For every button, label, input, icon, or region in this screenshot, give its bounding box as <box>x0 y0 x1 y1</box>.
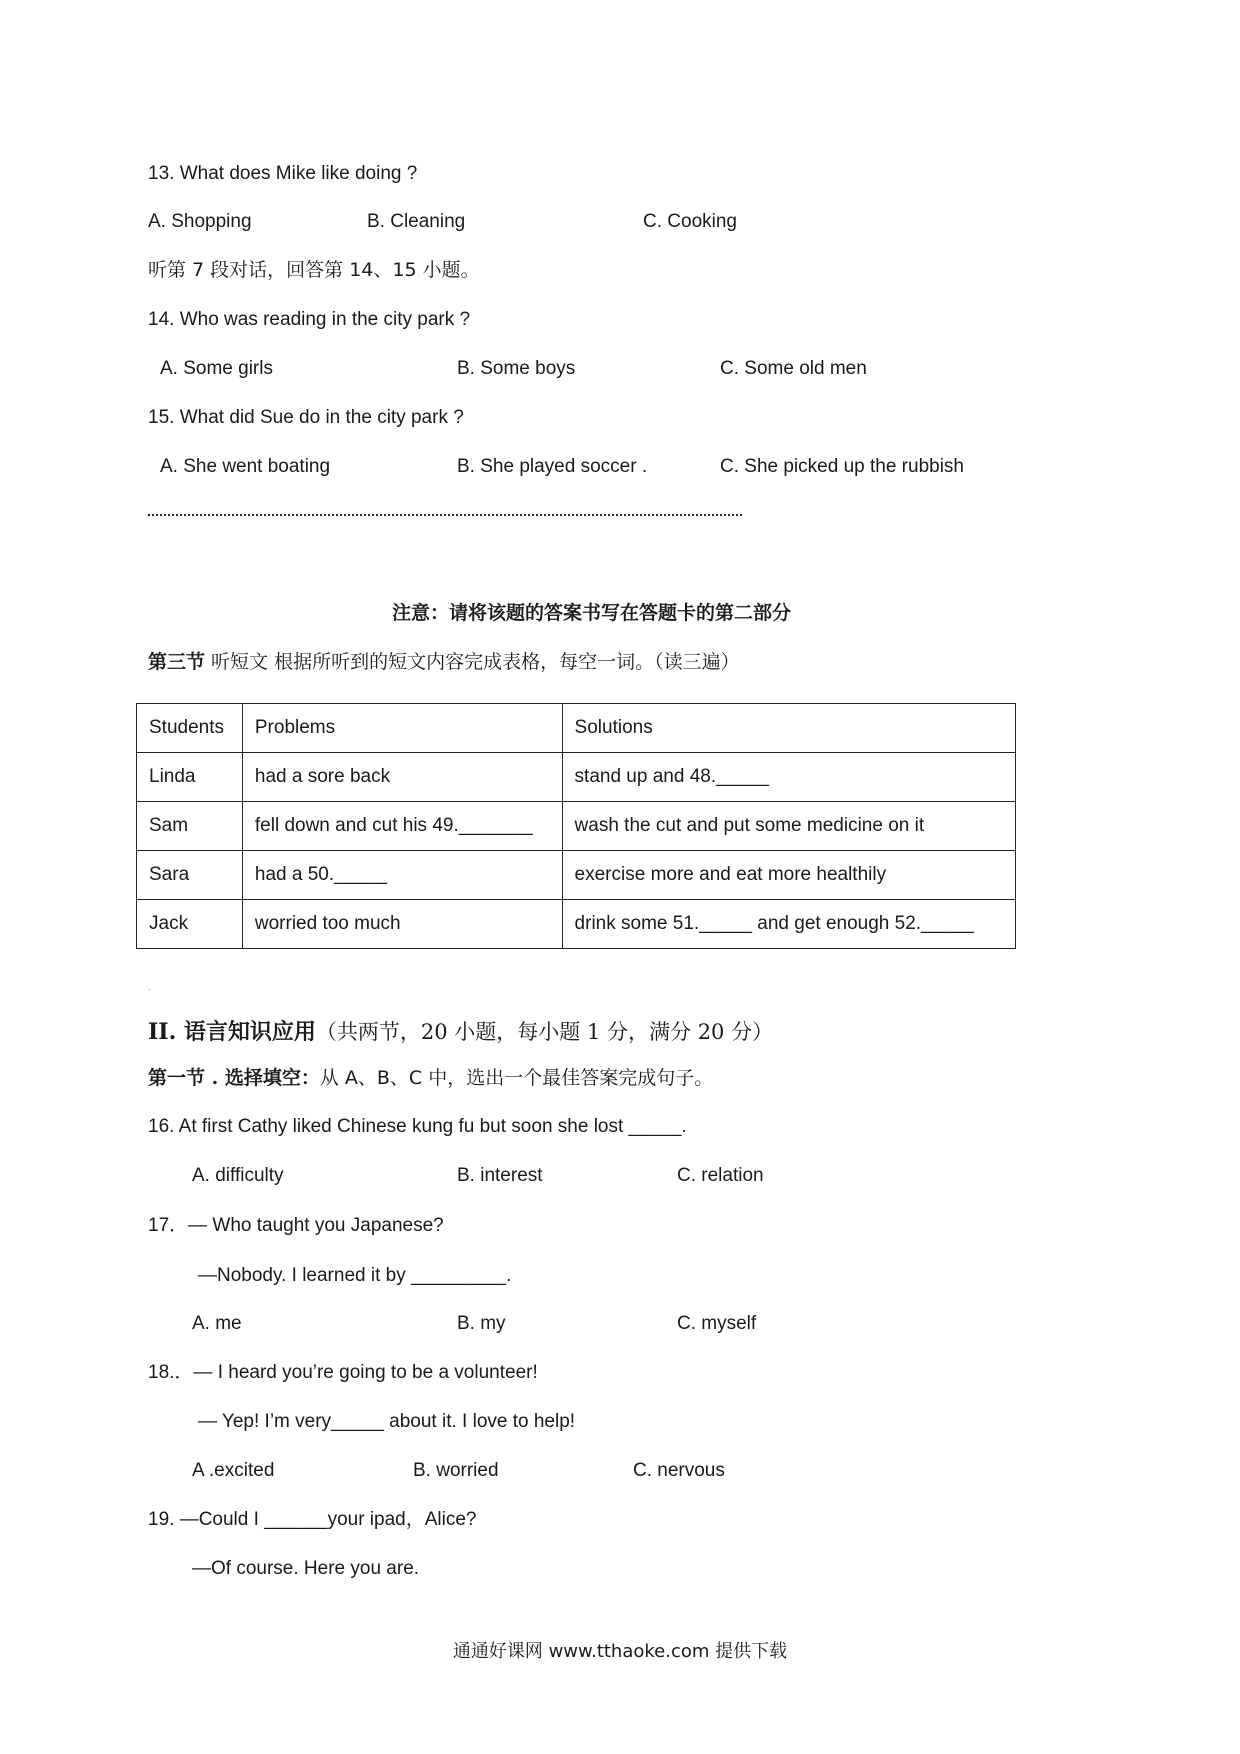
table-row <box>137 753 1016 802</box>
q15-option-a: A. She went boating <box>160 456 331 477</box>
table-cell: wash the cut and put some medicine on it <box>562 802 1015 851</box>
q17-option-c: C. myself <box>677 1313 757 1334</box>
table-header: Students <box>137 704 243 753</box>
table-cell: exercise more and eat more healthily <box>562 851 1015 900</box>
table-cell: drink some 51._____ and get enough 52._____ <box>562 900 1015 949</box>
q15-option-b: B. She played soccer . <box>457 456 648 477</box>
section3-text: 听短文 根据所听到的短文内容完成表格，每空一词。（读三遍） <box>205 651 740 673</box>
table-header: Solutions <box>562 704 1015 753</box>
q13-stem: 13. What does Mike like doing ? <box>148 163 418 184</box>
section3-heading <box>148 650 740 675</box>
section1-heading <box>148 1066 713 1091</box>
part2-text: （共两节，20 小题，每小题 1 分，满分 20 分） <box>315 1020 774 1044</box>
table-header: Problems <box>242 704 562 753</box>
q18-reply: — Yep! I’m very_____ about it. I love to help! <box>198 1411 576 1432</box>
q14-stem: 14. Who was reading in the city park ? <box>148 309 471 330</box>
q15-option-c: C. She picked up the rubbish <box>720 456 964 477</box>
q19-stem: 19. —Could I ______your ipad，Alice? <box>148 1509 477 1530</box>
q16-stem: 16. At first Cathy liked Chinese kung fu but soon she lost _____. <box>148 1116 687 1137</box>
q17-reply: —Nobody. I learned it by _________. <box>198 1265 512 1286</box>
table-cell: Linda <box>137 753 243 802</box>
q18-option-c: C. nervous <box>633 1460 725 1481</box>
table-cell: worried too much <box>242 900 562 949</box>
q14-option-a: A. Some girls <box>160 358 273 379</box>
q17-option-b: B. my <box>457 1313 506 1334</box>
dotted-separator <box>148 514 742 516</box>
table-cell: fell down and cut his 49._______ <box>242 802 562 851</box>
table-cell: had a 50._____ <box>242 851 562 900</box>
section1-text: 从 A、B、C 中，选出一个最佳答案完成句子。 <box>319 1067 714 1089</box>
q13-option-c: C. Cooking <box>643 211 737 232</box>
table-row <box>137 851 1016 900</box>
notice: 注意：请将该题的答案书写在答题卡的第二部分 <box>392 602 792 624</box>
q16-option-a: A. difficulty <box>192 1165 284 1186</box>
page-footer: 通通好课网 www.tthaoke.com 提供下载 <box>452 1641 788 1662</box>
q18-option-b: B. worried <box>413 1460 499 1481</box>
part2-heading <box>148 1018 773 1048</box>
table-row <box>137 802 1016 851</box>
q18-stem: 18.．— I heard you’re going to be a volunteer! <box>148 1362 538 1383</box>
problems-table <box>136 703 1016 949</box>
section3-label: 第三节 <box>148 651 206 673</box>
q13-option-a: A. Shopping <box>148 211 252 232</box>
q15-stem: 15. What did Sue do in the city park ? <box>148 407 464 428</box>
q16-option-c: C. relation <box>677 1165 764 1186</box>
section1-label: 第一节 . 选择填空： <box>148 1067 320 1089</box>
q14-option-c: C. Some old men <box>720 358 867 379</box>
q17-option-a: A. me <box>192 1313 242 1334</box>
section7-instruction: 听第 7 段对话，回答第 14、15 小题。 <box>148 259 480 281</box>
q18-option-a: A .excited <box>192 1460 275 1481</box>
table-cell: Sara <box>137 851 243 900</box>
table-header-row <box>137 704 1016 753</box>
table-cell: Sam <box>137 802 243 851</box>
stray-mark: . <box>148 982 151 993</box>
q16-option-b: B. interest <box>457 1165 543 1186</box>
q17-stem: 17．— Who taught you Japanese? <box>148 1215 444 1236</box>
q13-option-b: B. Cleaning <box>367 211 466 232</box>
table-cell: had a sore back <box>242 753 562 802</box>
table-cell: Jack <box>137 900 243 949</box>
table-row <box>137 900 1016 949</box>
q19-reply: —Of course. Here you are. <box>192 1558 420 1579</box>
table-cell: stand up and 48._____ <box>562 753 1015 802</box>
part2-label: II. 语言知识应用 <box>148 1019 316 1045</box>
q14-option-b: B. Some boys <box>457 358 576 379</box>
